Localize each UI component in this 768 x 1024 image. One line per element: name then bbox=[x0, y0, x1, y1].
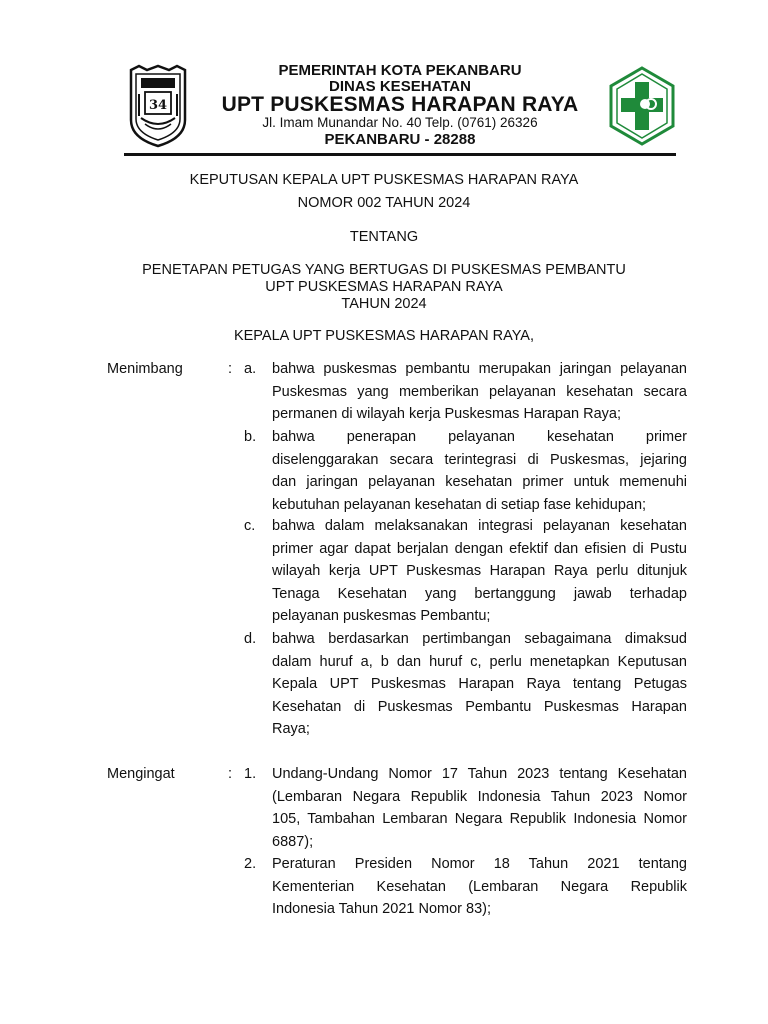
paragraph-line: primer agar dapat berjalan dengan efektif dan efisien di Pustu bbox=[272, 540, 687, 557]
menimbang-item-d bbox=[272, 628, 687, 741]
letterhead-government: PEMERINTAH KOTA PEKANBARU bbox=[278, 62, 522, 79]
paragraph-line: (Lembaran Negara Republik Indonesia Tahun 2023 Nomor bbox=[272, 788, 687, 805]
paragraph-line: dalam huruf a, b dan huruf c, perlu menetapkan Keputusan bbox=[272, 653, 687, 670]
paragraph-line: 6887); bbox=[272, 833, 314, 850]
letterhead-address: Jl. Imam Munandar No. 40 Telp. (0761) 26326 bbox=[262, 115, 538, 130]
menimbang-mark-c: c. bbox=[244, 518, 256, 534]
paragraph-line: Tenaga Kesehatan yang bertanggung jawab terhadap bbox=[272, 585, 687, 602]
letterhead-department: DINAS KESEHATAN bbox=[329, 78, 471, 95]
paragraph-line: pelayanan puskesmas Pembantu; bbox=[272, 608, 491, 624]
decree-number: NOMOR 002 TAHUN 2024 bbox=[297, 195, 471, 211]
mengingat-mark-2: 2. bbox=[244, 856, 257, 872]
city-emblem-icon bbox=[127, 64, 189, 148]
paragraph-line: Kepala UPT Puskesmas Harapan Raya tentang Petugas bbox=[272, 676, 687, 692]
paragraph-line: diselenggarakan secara terintegrasi di Puskesmas, jejaring bbox=[272, 451, 687, 468]
mengingat-item-1 bbox=[272, 763, 687, 853]
paragraph-line: Undang-Undang Nomor 17 Tahun 2023 tentang Kesehatan bbox=[272, 766, 687, 782]
mengingat-label: Mengingat bbox=[107, 766, 175, 782]
letterhead-institution: UPT PUSKESMAS HARAPAN RAYA bbox=[221, 93, 579, 116]
paragraph-line: Peraturan Presiden Nomor 18 Tahun 2021 tentang bbox=[272, 856, 687, 872]
menimbang-mark-a: a. bbox=[244, 361, 257, 377]
decree-about: TENTANG bbox=[349, 229, 419, 245]
mengingat-item-2 bbox=[272, 853, 687, 921]
paragraph-line: permanen di wilayah kerja Puskesmas Harapan Raya; bbox=[272, 406, 621, 422]
letterhead-divider bbox=[124, 153, 676, 156]
decree-subject-line3: TAHUN 2024 bbox=[341, 296, 427, 312]
menimbang-mark-d: d. bbox=[244, 631, 257, 647]
paragraph-line: Indonesia Tahun 2021 Nomor 83); bbox=[272, 901, 491, 917]
mengingat-mark-1: 1. bbox=[244, 766, 257, 782]
paragraph-line: Kesehatan di Puskesmas Pembantu Puskesmas Harapan bbox=[272, 698, 687, 715]
paragraph-line: bahwa puskesmas pembantu merupakan jaringan pelayanan bbox=[272, 361, 687, 377]
decree-title: KEPUTUSAN KEPALA UPT PUSKESMAS HARAPAN RAYA bbox=[189, 172, 579, 188]
mengingat-colon: : bbox=[228, 766, 233, 782]
decree-authority: KEPALA UPT PUSKESMAS HARAPAN RAYA, bbox=[233, 328, 535, 344]
health-cross-icon bbox=[609, 66, 675, 146]
decree-subject-line2: UPT PUSKESMAS HARAPAN RAYA bbox=[265, 279, 503, 295]
menimbang-item-a bbox=[272, 358, 687, 426]
letterhead-city: PEKANBARU - 28288 bbox=[324, 131, 476, 148]
paragraph-line: bahwa berdasarkan pertimbangan sebagaimana dimaksud bbox=[272, 631, 687, 647]
menimbang-item-b bbox=[272, 426, 687, 516]
menimbang-label: Menimbang bbox=[107, 361, 183, 377]
paragraph-line: bahwa penerapan pelayanan kesehatan primer bbox=[272, 429, 687, 445]
decree-subject-line1: PENETAPAN PETUGAS YANG BERTUGAS DI PUSKESMAS PEMBANTU bbox=[142, 262, 626, 278]
paragraph-line: Puskesmas yang memberikan pelayanan kesehatan secara bbox=[272, 383, 687, 400]
paragraph-line: Raya; bbox=[272, 721, 310, 737]
paragraph-line: wilayah kerja UPT Puskesmas Harapan Raya perlu ditunjuk bbox=[272, 563, 687, 579]
paragraph-line: kebutuhan pelayanan kesehatan di setiap fase kehidupan; bbox=[272, 496, 647, 513]
menimbang-colon: : bbox=[228, 361, 233, 377]
paragraph-line: bahwa dalam melaksanakan integrasi pelayanan kesehatan bbox=[272, 518, 687, 534]
svg-text:34: 34 bbox=[148, 98, 168, 113]
menimbang-mark-b: b. bbox=[244, 429, 257, 445]
paragraph-line: dan jaringan pelayanan kesehatan primer untuk memenuhi bbox=[272, 474, 687, 490]
paragraph-line: 105, Tambahan Lembaran Negara Republik Indonesia Nomor bbox=[272, 811, 687, 827]
paragraph-line: Kementerian Kesehatan (Lembaran Negara Republik bbox=[272, 878, 687, 895]
menimbang-item-c bbox=[272, 515, 687, 628]
